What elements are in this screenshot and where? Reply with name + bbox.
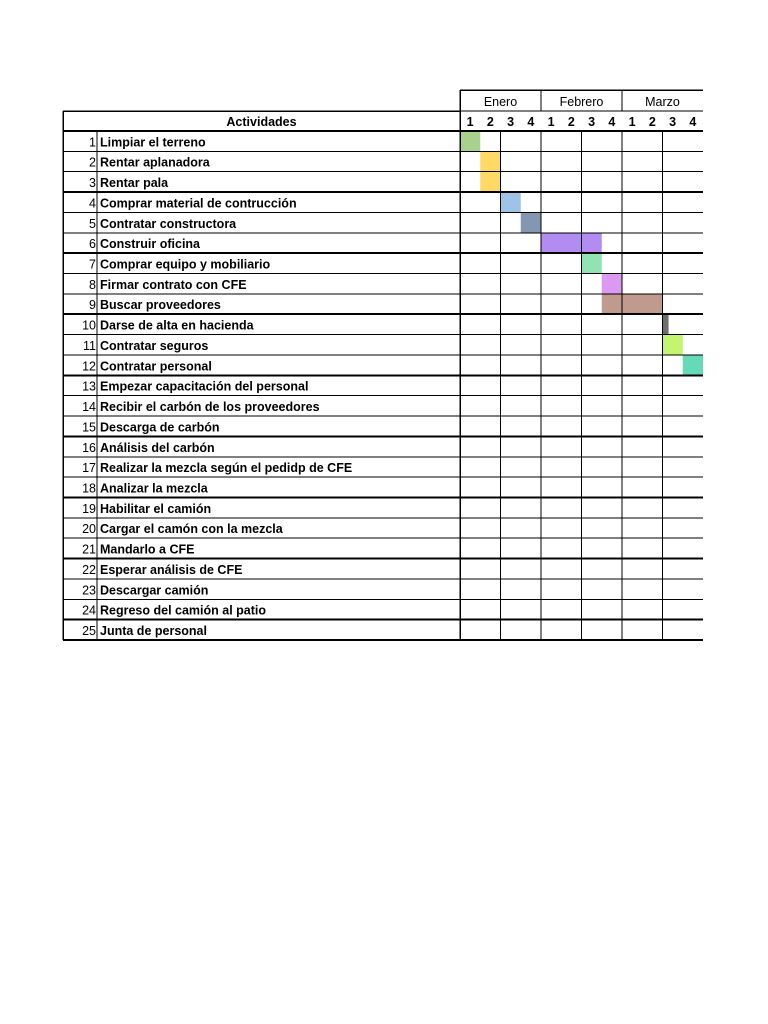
task-name: Analizar la mezcla bbox=[100, 481, 208, 496]
week-label: 3 bbox=[588, 115, 596, 129]
week-label: 2 bbox=[648, 115, 656, 129]
month-label: Enero bbox=[483, 95, 518, 109]
task-name: Junta de personal bbox=[100, 624, 207, 638]
task-name: Rentar aplanadora bbox=[100, 155, 210, 170]
task-number: 7 bbox=[89, 257, 96, 272]
task-number: 19 bbox=[82, 501, 96, 516]
week-label: 1 bbox=[628, 115, 636, 129]
task-bar bbox=[683, 355, 703, 375]
task-bar bbox=[521, 212, 541, 232]
task-number: 5 bbox=[89, 216, 96, 231]
month-label: Marzo bbox=[645, 95, 680, 109]
task-bar bbox=[460, 131, 480, 151]
task-bar bbox=[480, 172, 500, 192]
week-label: 3 bbox=[507, 115, 515, 129]
task-bar bbox=[501, 192, 521, 212]
task-name: Descarga de carbón bbox=[100, 420, 220, 435]
task-name: Regreso del camión al patio bbox=[100, 603, 267, 618]
task-number: 24 bbox=[82, 603, 96, 618]
task-name: Realizar la mezcla según el pedidp de CFE bbox=[100, 461, 353, 476]
week-label: 1 bbox=[466, 115, 474, 129]
task-number: 8 bbox=[89, 277, 96, 292]
task-name: Contratar personal bbox=[100, 359, 212, 374]
task-name: Construir oficina bbox=[100, 237, 201, 252]
task-number: 16 bbox=[82, 440, 96, 455]
task-number: 3 bbox=[89, 176, 96, 191]
task-number: 1 bbox=[89, 135, 96, 150]
task-number: 22 bbox=[82, 562, 96, 577]
activities-header: Actividades bbox=[226, 115, 297, 129]
task-number: 20 bbox=[82, 522, 96, 537]
task-name: Cargar el camón con la mezcla bbox=[100, 522, 283, 537]
task-bar bbox=[541, 233, 602, 253]
task-number: 9 bbox=[89, 298, 96, 313]
week-label: 4 bbox=[527, 115, 535, 129]
task-number: 21 bbox=[82, 542, 96, 557]
task-number: 2 bbox=[89, 155, 96, 170]
week-label: 1 bbox=[547, 115, 555, 129]
task-name: Limpiar el terreno bbox=[100, 135, 206, 150]
task-name: Darse de alta en hacienda bbox=[100, 318, 254, 333]
task-number: 14 bbox=[82, 400, 96, 415]
task-name: Contratar seguros bbox=[100, 338, 209, 353]
week-label: 2 bbox=[567, 115, 575, 129]
task-number: 11 bbox=[83, 338, 96, 353]
task-bar bbox=[602, 274, 622, 294]
month-label: Febrero bbox=[559, 95, 604, 109]
task-number: 13 bbox=[82, 379, 96, 394]
task-bar bbox=[480, 151, 500, 171]
task-number: 23 bbox=[82, 583, 96, 598]
task-number: 12 bbox=[82, 359, 96, 374]
task-bar bbox=[663, 335, 683, 355]
task-name: Habilitar el camión bbox=[100, 501, 212, 516]
task-name: Comprar equipo y mobiliario bbox=[100, 257, 271, 272]
task-name: Análisis del carbón bbox=[100, 440, 215, 455]
task-name: Empezar capacitación del personal bbox=[100, 379, 309, 394]
task-number: 15 bbox=[82, 420, 96, 435]
task-name: Descargar camión bbox=[100, 583, 209, 598]
week-label: 4 bbox=[608, 115, 616, 129]
task-name: Comprar material de contrucción bbox=[100, 196, 297, 211]
task-name: Firmar contrato con CFE bbox=[100, 277, 247, 292]
task-number: 25 bbox=[82, 624, 96, 638]
week-label: 3 bbox=[669, 115, 677, 129]
task-name: Esperar análisis de CFE bbox=[100, 562, 243, 577]
week-label: 4 bbox=[689, 115, 697, 129]
task-bar bbox=[663, 314, 669, 334]
task-name: Contratar constructora bbox=[100, 216, 237, 231]
week-label: 2 bbox=[486, 115, 494, 129]
task-number: 10 bbox=[82, 318, 96, 333]
task-bar bbox=[582, 253, 602, 273]
task-number: 17 bbox=[82, 461, 96, 476]
task-number: 18 bbox=[82, 481, 96, 496]
task-name: Rentar pala bbox=[100, 176, 169, 191]
task-number: 4 bbox=[89, 196, 96, 211]
task-bar bbox=[602, 294, 663, 314]
task-name: Buscar proveedores bbox=[100, 298, 221, 313]
task-name: Recibir el carbón de los proveedores bbox=[100, 400, 320, 415]
task-number: 6 bbox=[89, 237, 96, 252]
task-name: Mandarlo a CFE bbox=[100, 542, 195, 557]
